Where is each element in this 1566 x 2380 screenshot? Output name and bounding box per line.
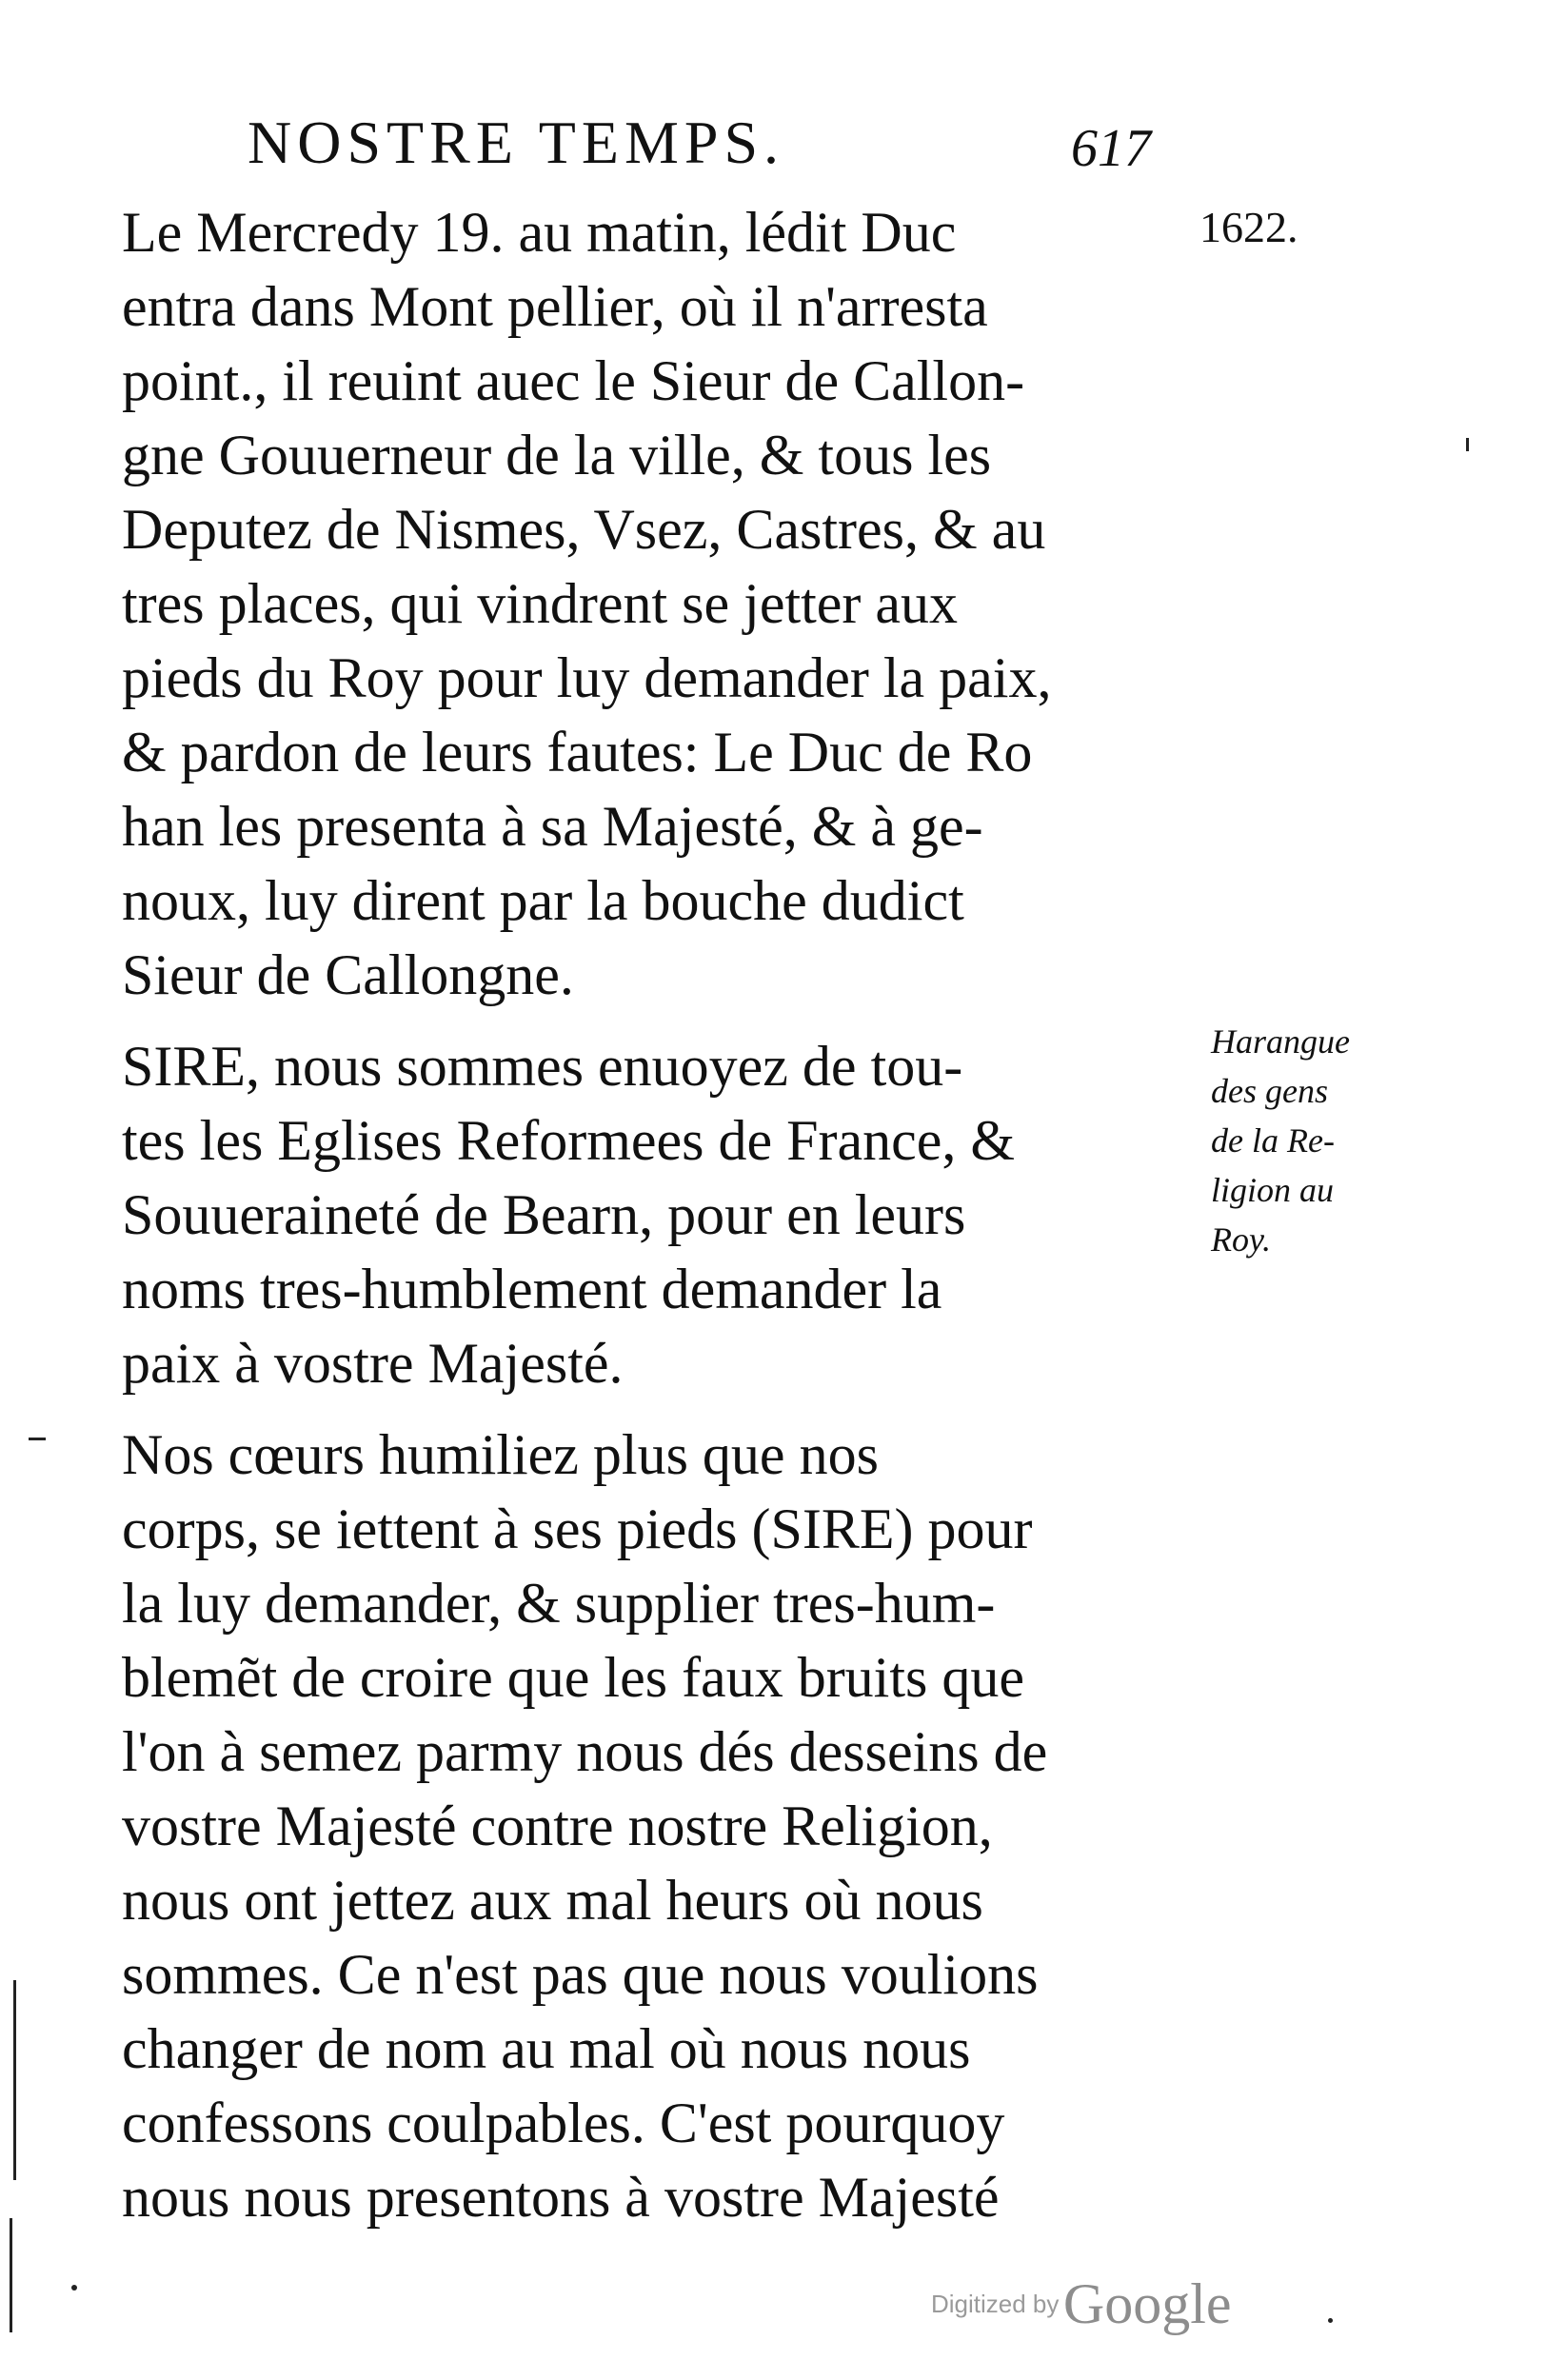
paragraph-2	[122, 1029, 1202, 1400]
text-line: tres places, qui vindrent se jetter aux	[122, 572, 959, 635]
text-line: paix à vostre Majesté.	[122, 1332, 624, 1395]
running-head: NOSTRE TEMPS.	[248, 109, 785, 176]
margin-note	[1211, 1017, 1430, 1264]
text-line: corps, se iettent à ses pieds (SIRE) pour	[122, 1497, 1033, 1560]
margin-note-line: Harangue	[1211, 1022, 1350, 1061]
text-line: point., il reuint auec le Sieur de Callon-	[122, 349, 1025, 412]
text-line: confessons coulpables. C'est pourquoy	[122, 2092, 1005, 2154]
text-line: Le Mercredy 19. au matin, lédit Duc	[122, 201, 957, 264]
text-line: pieds du Roy pour luy demander la paix,	[122, 646, 1052, 709]
text-line: noux, luy dirent par la bouche dudict	[122, 869, 964, 932]
text-line: changer de nom au mal où nous nous	[122, 2017, 971, 2080]
text-line: nous nous presentons à vostre Majesté	[122, 2166, 1000, 2229]
text-line: entra dans Mont pellier, où il n'arresta	[122, 275, 988, 338]
text-line: Deputez de Nismes, Vsez, Castres, & au	[122, 498, 1046, 561]
text-line: l'on à semez parmy nous dés desseins de	[122, 1720, 1048, 1783]
margin-note-line: de la Re-	[1211, 1121, 1335, 1160]
google-watermark	[931, 2272, 1232, 2335]
paragraph-3	[122, 1418, 1202, 2234]
text-line: sommes. Ce n'est pas que nous voulions	[122, 1943, 1039, 2006]
text-line: SIRE, nous sommes enuoyez de tou-	[122, 1035, 963, 1098]
text-line: la luy demander, & supplier tres-hum-	[122, 1572, 996, 1635]
text-line: gne Gouuerneur de la ville, & tous les	[122, 424, 992, 486]
margin-note-line: Roy.	[1211, 1220, 1271, 1259]
text-line: blemẽt de croire que les faux bruits que	[122, 1646, 1024, 1709]
scan-mark	[1328, 2318, 1333, 2323]
body-text	[122, 195, 1202, 2234]
text-line: Souueraineté de Bearn, pour en leurs	[122, 1183, 966, 1246]
scan-mark	[29, 1438, 46, 1440]
text-line: noms tres-humblement demander la	[122, 1258, 942, 1320]
text-line: tes les Eglises Reformees de France, &	[122, 1109, 1016, 1172]
page-number: 617	[1071, 119, 1151, 178]
text-line: nous ont jettez aux mal heurs où nous	[122, 1869, 983, 1932]
google-logo: Google	[1062, 2272, 1232, 2335]
text-line: Sieur de Callongne.	[122, 943, 574, 1006]
text-line: vostre Majesté contre nostre Religion,	[122, 1795, 993, 1857]
text-line: han les presenta à sa Majesté, & à ge-	[122, 795, 983, 858]
text-line: Nos cœurs humiliez plus que nos	[122, 1423, 879, 1486]
scan-mark	[1466, 438, 1469, 451]
scan-mark	[71, 2285, 77, 2291]
text-line: & pardon de leurs fautes: Le Duc de Ro	[122, 721, 1033, 783]
margin-note-line: ligion au	[1211, 1171, 1335, 1209]
paragraph-1	[122, 195, 1202, 1012]
year-marginal-note: 1622.	[1199, 203, 1298, 251]
scan-mark	[13, 1980, 16, 2180]
margin-note-line: des gens	[1211, 1072, 1328, 1110]
scan-mark	[10, 2218, 12, 2332]
watermark-prefix: Digitized by	[931, 2290, 1060, 2318]
